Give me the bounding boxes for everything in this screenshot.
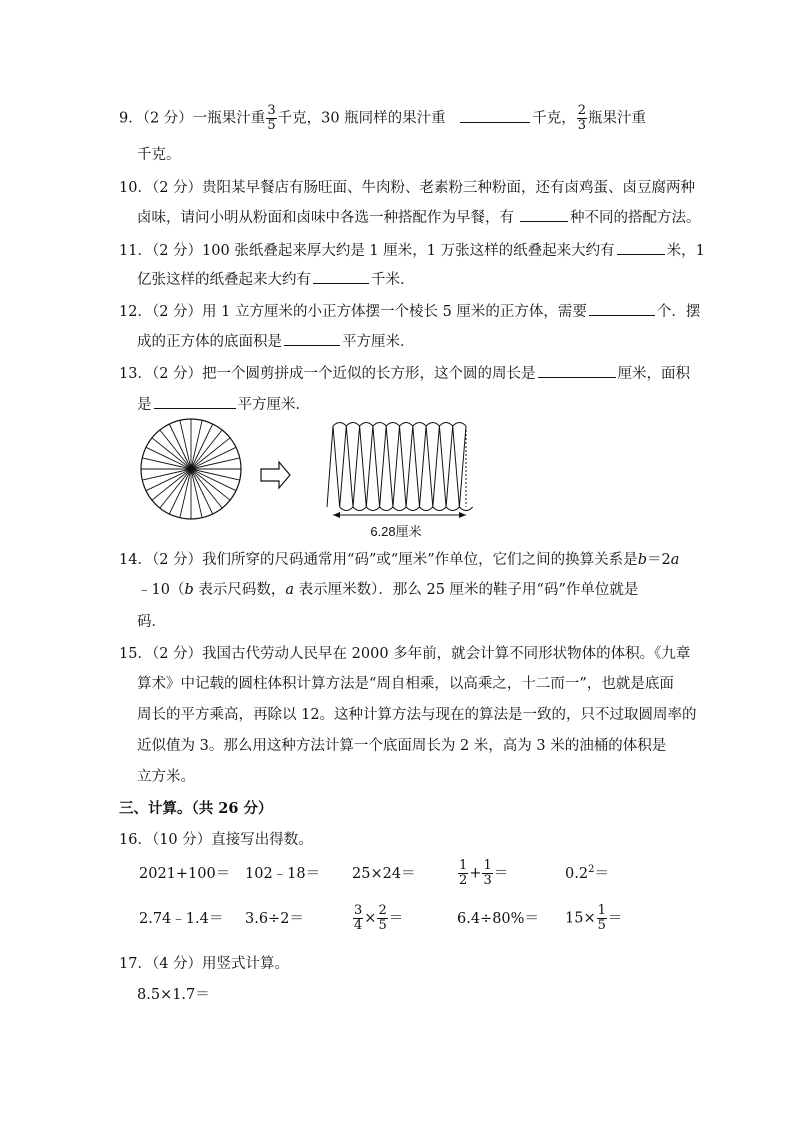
- width-label: 6.28厘米: [370, 524, 422, 539]
- q11-text-c: 亿张这样的纸叠起来大约有: [137, 272, 311, 288]
- calc-r1c2: 102﹣18＝: [245, 866, 321, 882]
- fraction-1-3: $\frac{1}{3}$: [483, 858, 492, 888]
- q17-title: [119, 954, 289, 974]
- equals-sign: ＝: [388, 910, 404, 927]
- width-dimension-arrow: [333, 512, 466, 518]
- q15-line2: [137, 674, 674, 694]
- q13-text-b: 厘米，面积: [617, 366, 691, 382]
- fraction-2-3: $\frac{2}{3}$: [577, 103, 587, 133]
- calc-r2c1: 2.74﹣1.4＝: [139, 911, 224, 927]
- q12-text-c: 成的正方体的底面积是: [137, 334, 282, 350]
- section-3-title-text: 三、计算。（共 26 分）: [119, 800, 273, 817]
- approx-rectangle-diagram: [327, 423, 473, 511]
- q12-line1: [119, 301, 700, 322]
- q11-answer-blank-1[interactable]: [617, 240, 665, 255]
- q16-r1c5: [565, 864, 609, 884]
- q16-r2c5: [565, 904, 622, 933]
- q11-answer-blank-2[interactable]: [313, 269, 369, 284]
- fraction-2-5: $\frac{2}{5}$: [378, 903, 387, 933]
- equals-sign: ＝: [607, 910, 623, 927]
- q15-text-1: 15．（2 分）我国古代劳动人民早在 2000 多年前，就会计算不同形状物体的体积。《九章: [119, 646, 691, 662]
- rect-zigzag-sectors: [333, 426, 466, 507]
- q14-var-b-2: b: [184, 582, 194, 598]
- q15-text-3: 周长的平方乘高，再除以 12。这种计算方法与现在的算法是一致的，只不过取圆周率的: [137, 707, 697, 723]
- q13-figure: [132, 414, 482, 546]
- calc-r2c5-pre: 15×: [565, 910, 596, 927]
- plus-sign: +: [469, 865, 482, 882]
- q11-text-d: 千米．: [371, 272, 415, 288]
- q14-text-d: 表示厘米数）．那么 25 厘米的鞋子用“码”作单位就是: [294, 582, 639, 598]
- q13-answer-blank-1[interactable]: [538, 363, 616, 378]
- circle-sectors-diagram: [141, 419, 241, 519]
- rect-bottom-arcs: [340, 507, 473, 511]
- q9-text-b: 千克，30 瓶同样的果汁重: [277, 110, 446, 127]
- q16-r2c1: [139, 909, 223, 929]
- calc-exponent: 2: [588, 864, 595, 876]
- q15-text-2: 算术》中记载的圆柱体积计算方法是“周自相乘，以高乘之，十二而一”，也就是底面: [137, 676, 674, 692]
- q13-line1: [119, 363, 690, 384]
- q12-answer-blank-1[interactable]: [589, 301, 655, 316]
- q10-line2: [137, 207, 701, 228]
- q16-title-text: 16．（10 分）直接写出得数。: [119, 832, 313, 848]
- equals-sign: ＝: [594, 866, 609, 882]
- q15-line5: [137, 767, 195, 787]
- q10-answer-blank[interactable]: [520, 207, 568, 222]
- q16-r2c4: [457, 909, 539, 929]
- q9-text-c: 千克，: [532, 110, 576, 127]
- q15-line3: [137, 705, 697, 725]
- q14-var-b: b: [637, 552, 647, 568]
- q14-var-a: a: [670, 552, 680, 568]
- q12-line2: [137, 331, 415, 352]
- q15-text-5: 立方米。: [137, 769, 195, 785]
- q16-r2c2: [245, 909, 304, 929]
- q13-text-a: 13．（2 分）把一个圆剪拼成一个近似的长方形，这个圆的周长是: [119, 366, 536, 382]
- q11-text-a: 11．（2 分）100 张纸叠起来厚大约是 1 厘米，1 万张这样的纸叠起来大约有: [119, 243, 615, 259]
- q17-expr-1: [137, 985, 210, 1005]
- calc-r1c3: 25×24＝: [352, 866, 416, 882]
- q16-r1c1: [139, 864, 230, 884]
- q13-text-c: 是: [137, 397, 152, 413]
- q16-r2c3: [352, 904, 403, 933]
- section-3-title: [119, 799, 273, 819]
- q9-line2: [137, 145, 181, 165]
- q14-text-b: ﹣10（: [137, 582, 185, 598]
- q12-text-a: 12．（2 分）用 1 立方厘米的小正方体摆一个棱长 5 厘米的正方体，需要: [119, 304, 587, 320]
- q14-line1: [119, 550, 679, 570]
- right-arrow-icon: [261, 462, 290, 488]
- calc-base: 0.2: [565, 866, 589, 882]
- q11-line1: [119, 240, 705, 261]
- q10-line1: [119, 178, 695, 198]
- fraction-3-5: $\frac{3}{5}$: [267, 103, 276, 133]
- calc-r1c1: 2021+100＝: [139, 866, 231, 882]
- q9-text-a: 9．（2 分）一瓶果汁重: [119, 110, 266, 127]
- q10-text-b: 卤味，请问小明从粉面和卤味中各选一种搭配作为早餐，有: [137, 210, 514, 226]
- q11-line2: [137, 269, 415, 290]
- calc-r2c4: 6.4÷80%＝: [457, 911, 539, 927]
- q13-line2: [137, 394, 310, 415]
- q17-expr-text: 8.5×1.7＝: [137, 987, 210, 1003]
- q10-text-a: 10．（2 分）贵阳某早餐店有肠旺面、牛肉粉、老素粉三种粉面，还有卤鸡蛋、卤豆腐两种: [119, 180, 696, 196]
- q16-title: [119, 830, 313, 850]
- q9-line1: [119, 104, 646, 133]
- q12-answer-blank-2[interactable]: [284, 331, 340, 346]
- fraction-1-5: $\frac{1}{5}$: [597, 903, 606, 933]
- times-sign: ×: [364, 910, 377, 927]
- q14-text-c: 表示尺码数，: [193, 582, 286, 598]
- calc-r2c2: 3.6÷2＝: [245, 911, 304, 927]
- q9-answer-blank-1[interactable]: [460, 108, 530, 123]
- q12-text-b: 个．摆: [656, 304, 701, 320]
- q16-r1c2: [245, 864, 320, 884]
- rect-left-edge: [327, 426, 333, 507]
- q16-r1c4: [457, 859, 508, 888]
- q13-text-d: 平方厘米．: [237, 397, 310, 413]
- q14-line3: [137, 612, 166, 632]
- q11-text-b: 米，1: [666, 243, 705, 259]
- q14-text-e: 码．: [137, 614, 166, 630]
- q17-title-text: 17．（4 分）用竖式计算。: [119, 956, 290, 972]
- rect-top-arcs: [333, 423, 466, 427]
- fraction-3-4: $\frac{3}{4}$: [354, 903, 363, 933]
- q14-line2: [137, 580, 638, 600]
- q16-r1c3: [352, 864, 416, 884]
- q14-text-a: 14．（2 分）我们所穿的尺码通常用“码”或“厘米”作单位，它们之间的换算关系是: [119, 552, 638, 568]
- q14-var-a-2: a: [285, 582, 295, 598]
- q14-text-eq: ＝2: [646, 552, 671, 568]
- q9-text-d: 瓶果汁重: [588, 110, 647, 127]
- q15-text-4: 近似值为 3。那么用这种方法计算一个底面周长为 2 米，高为 3 米的油桶的体积是: [137, 738, 667, 754]
- q13-answer-blank-2[interactable]: [154, 394, 236, 409]
- q15-line1: [119, 644, 690, 664]
- q15-line4: [137, 736, 666, 756]
- q9-text-e: 千克。: [137, 147, 181, 163]
- q10-text-c: 种不同的搭配方法。: [570, 210, 701, 226]
- fraction-1-2: $\frac{1}{2}$: [459, 858, 468, 888]
- q12-text-d: 平方厘米．: [342, 334, 415, 350]
- equals-sign: ＝: [493, 865, 509, 882]
